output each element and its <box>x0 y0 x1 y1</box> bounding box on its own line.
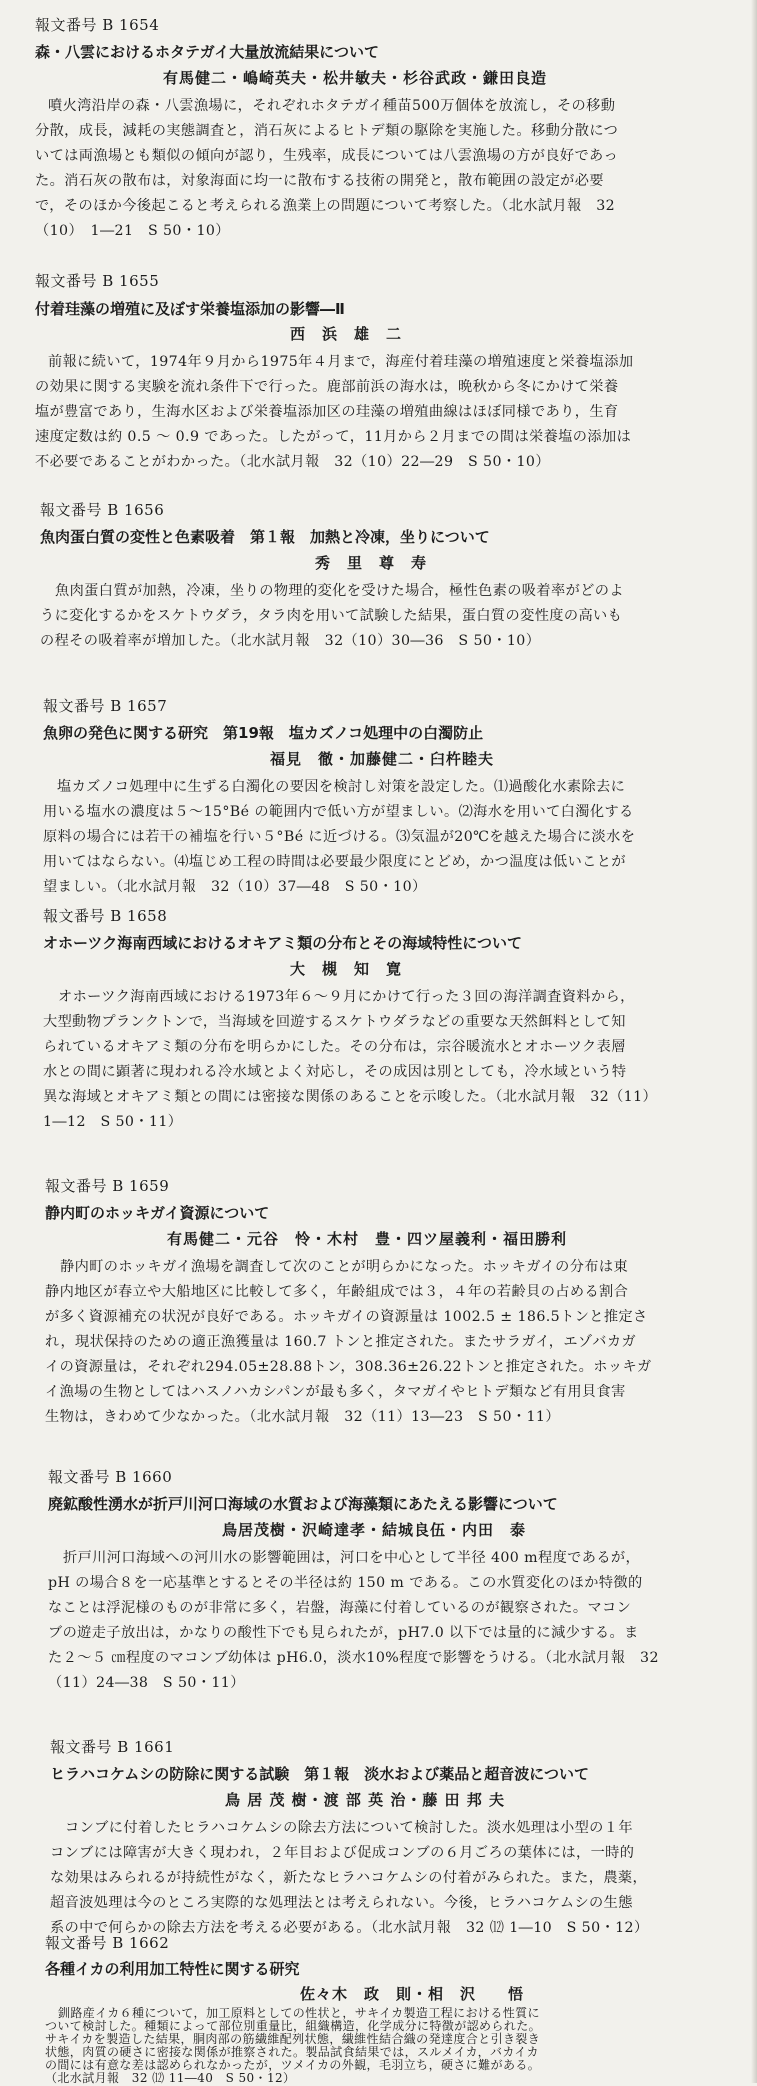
abstract-line: オホーツク海南西域における1973年６～９月にかけて行った３回の海洋調査資料から， <box>58 989 635 1005</box>
abstract-line: 塩が豊富であり，生海水区および栄養塩添加区の珪藻の増殖曲線はほぼ同様であり，生育 <box>35 404 619 420</box>
abstract-line: 用いる塩水の濃度は５～15°Bé の範囲内で低い方が望ましい。⑵海水を用いて白濁化する <box>43 804 634 820</box>
abstract-line: 釧路産イカ６種について，加工原料としての性状と，サキイカ製造工程における性質に <box>58 2006 540 2020</box>
abstract-line: の程その吸着率が増加した。（北水試月報 32（10）30―36 S 50・10） <box>40 633 541 649</box>
abstract-line: コンブには障害が大きく現われ，２年目および促成コンブの６月ごろの葉体には，一時的 <box>50 1845 635 1861</box>
abstract-line: うに変化するかをスケトウダラ，タラ肉を用いて試験した結果，蛋白質の変性度の高いも <box>40 608 623 624</box>
report-authors: 秀 里 尊 寿 <box>315 554 428 572</box>
abstract-line: 原料の場合には若干の補塩を行い５°Bé に近づける。⑶気温が20℃を越えた場合に淡水を <box>43 829 636 845</box>
abstract-line: な効果はみられるが持続性がなく，新たなヒラハコケムシの付着がみられた。また，農薬， <box>50 1870 648 1886</box>
abstract-line: た。消石灰の散布は，対象海面に均一に散布する技術の開発と，散布範囲の設定が必要 <box>35 173 604 189</box>
abstract-line: 大型動物プランクトンで，当海域を回遊するスケトウダラなどの重要な天然餌料として知 <box>43 1014 626 1030</box>
report-authors: 福見 徹・加藤健二・臼杵睦夫 <box>270 750 495 768</box>
abstract-line: が多く資源補充の状況が良好である。ホッキガイの資源量は 1002.5 ± 186.5トンと推定さ <box>45 1309 648 1325</box>
report-title: 森・八雲におけるホタテガイ大量放流結果について <box>35 43 379 61</box>
report-number: 報文番号 B 1662 <box>45 1934 170 1952</box>
abstract-line: 速度定数は約 0.5 ～ 0.9 であった。したがって，11月から２月までの間は栄養塩の添加は <box>35 429 632 445</box>
report-authors: 有馬健二・嶋崎英夫・松井敏夫・杉谷武政・鎌田良造 <box>163 69 548 87</box>
abstract-line: いては両漁場とも類似の傾向が認り，生残率，成長については八雲漁場の方が良好であっ <box>35 148 619 164</box>
abstract-line: 系の中で何らかの除去方法を考える必要がある。（北水試月報 32 ⑿ 1―10 S 50・12） <box>50 1920 649 1936</box>
report-title: 魚肉蛋白質の変性と色素吸着 第１報 加熱と冷凍，坐りについて <box>40 528 490 546</box>
report-number: 報文番号 B 1660 <box>48 1468 173 1486</box>
report-authors: 大 槻 知 寛 <box>290 960 403 978</box>
abstract-line: サキイカを製造した結果，胴肉部の筋繊維配列状態，繊維性結合織の発達度合と引き裂き <box>45 2032 541 2046</box>
abstract-line: イ漁場の生物としてはハスノハカシパンが最も多く，タマガイやヒトデ類など有用貝食害 <box>45 1384 626 1400</box>
abstract-line: 水との間に顕著に現われる冷水域とよく対応し，その成因は別としても，冷水域という特 <box>43 1064 627 1080</box>
report-authors: 鳥居茂樹・沢崎達孝・結城良伍・内田 泰 <box>222 1521 527 1539</box>
abstract-line: 静内地区が春立や大船地区に比較して多く，年齢組成では３，４年の若齢貝の占める割合 <box>45 1284 629 1300</box>
abstract-line: ついて検討した。種類によって部位別重量比，組織構造，化学成分に特徴が認められた。 <box>45 2019 542 2033</box>
abstract-line: の間には有意な差は認められなかったが，ツメイカの外観，毛羽立ち，硬さに難がある。 <box>45 2058 541 2072</box>
abstract-line: pH の場合８を一応基準とするとその半径は約 150 m である。この水質変化のほか特徴的 <box>48 1575 643 1591</box>
abstract-line: イの資源量は，それぞれ294.05±28.88トン，308.36±26.22トンと推定された。ホッキガ <box>45 1359 652 1375</box>
abstract-line: 静内町のホッキガイ漁場を調査して次のことが明らかになった。ホッキガイの分布は東 <box>60 1259 629 1275</box>
report-authors: 鳥 居 茂 樹・渡 部 英 治・藤 田 邦 夫 <box>225 1791 506 1809</box>
abstract-line: 超音波処理は今のところ実際的な処理法とは考えられない。今後，ヒラハコケムシの生態 <box>50 1895 633 1911</box>
report-title: 廃鉱酸性湧水が折戸川河口海域の水質および海藻類にあたえる影響について <box>48 1495 558 1513</box>
report-title: 付着珪藻の増殖に及ぼす栄養塩添加の影響―Ⅱ <box>35 300 345 318</box>
report-title: 静内町のホッキガイ資源について <box>45 1204 270 1222</box>
report-number: 報文番号 B 1656 <box>40 501 165 519</box>
report-number: 報文番号 B 1661 <box>50 1738 175 1756</box>
abstract-line: （11）24―38 S 50・11） <box>48 1675 245 1691</box>
abstract-line: 異な海域とオキアミ類との間には密接な関係のあることを示唆した。（北水試月報 32（11） <box>43 1089 658 1105</box>
report-number: 報文番号 B 1654 <box>35 16 160 34</box>
abstract-line: の効果に関する実験を流れ条件下で行った。鹿部前浜の海水は，晩秋から冬にかけて栄養 <box>35 379 619 395</box>
abstract-line: 折戸川河口海域への河川水の影響範囲は，河口を中心として半径 400 m程度であるが， <box>63 1550 641 1566</box>
abstract-line: で，そのほか今後起こると考えられる漁業上の問題について考察した。（北水試月報 32 <box>35 198 616 214</box>
report-number: 報文番号 B 1658 <box>43 907 168 925</box>
abstract-line: られているオキアミ類の分布を明らかにした。その分布は，宗谷暖流水とオホーツク表層 <box>43 1039 626 1055</box>
report-authors: 西 浜 雄 二 <box>290 325 403 343</box>
abstract-line: 魚肉蛋白質が加熱，冷凍，坐りの物理的変化を受けた場合，極性色素の吸着率がどのよ <box>55 583 624 599</box>
abstract-line: 分散，成長，減耗の実態調査と，消石灰によるヒトデ類の駆除を実施した。移動分散につ <box>35 123 619 139</box>
abstract-line: 生物は，きわめて少なかった。（北水試月報 32（11）13―23 S 50・11） <box>45 1409 560 1425</box>
abstract-line: 望ましい。（北水試月報 32（10）37―48 S 50・10） <box>43 879 427 895</box>
abstract-line: （北水試月報 32 ⑿ 11―40 S 50・12） <box>45 2071 296 2085</box>
abstract-line: なことは浮泥様のものが非常に多く，岩盤，海藻に付着しているのが観察された。マコン <box>48 1600 632 1616</box>
abstract-line: ブの遊走子放出は，かなりの酸性下でも見られたが，pH7.0 以下では量的に減少する。ま <box>48 1625 639 1641</box>
report-authors: 佐々木 政 則・相 沢 悟 <box>300 1985 525 2003</box>
report-number: 報文番号 B 1657 <box>43 697 168 715</box>
report-title: ヒラハコケムシの防除に関する試験 第１報 淡水および薬品と超音波について <box>50 1765 589 1783</box>
abstract-line: （10） 1―21 S 50・10） <box>35 223 230 239</box>
abstract-line: れ，現状保持のための適正漁獲量は 160.7 トンと推定された。またサラガイ，エゾバカガ <box>45 1334 637 1350</box>
abstract-line: コンブに付着したヒラハコケムシの除去方法について検討した。淡水処理は小型の１年 <box>65 1820 633 1836</box>
page-edge-shadow <box>751 0 757 2083</box>
abstract-line: 塩カズノコ処理中に生ずる白濁化の要因を検討し対策を設定した。⑴過酸化水素除去に <box>57 779 626 795</box>
abstract-line: 不必要であることがわかった。（北水試月報 32（10）22―29 S 50・10） <box>35 454 550 470</box>
report-title: 魚卵の発色に関する研究 第19報 塩カズノコ処理中の白濁防止 <box>43 724 484 742</box>
report-number: 報文番号 B 1659 <box>45 1177 170 1195</box>
abstract-line: 1―12 S 50・11） <box>43 1114 183 1130</box>
abstract-line: た２～５ ㎝程度のマコンブ幼体は pH6.0，淡水10%程度で影響をうける。（北水試月報 32 <box>48 1650 659 1666</box>
report-title: 各種イカの利用加工特性に関する研究 <box>45 1960 300 1978</box>
abstract-line: 用いてはならない。⑷塩じめ工程の時間は必要最少限度にとどめ，かつ温度は低いことが <box>43 854 626 870</box>
abstract-line: 前報に続いて，1974年９月から1975年４月まで，海産付着珪藻の増殖速度と栄養塩添加 <box>48 354 634 370</box>
abstract-line: 状態，肉質の硬さに密接な関係が推察された。製品試食結果では，スルメイカ，バカイカ <box>45 2045 539 2059</box>
report-authors: 有馬健二・元谷 怜・木村 豊・四ツ屋義利・福田勝利 <box>167 1230 568 1248</box>
report-number: 報文番号 B 1655 <box>35 272 160 290</box>
report-title: オホーツク海南西域におけるオキアミ類の分布とその海域特性について <box>43 934 522 952</box>
abstract-line: 噴火湾沿岸の森・八雲漁場に，それぞれホタテガイ種苗500万個体を放流し，その移動 <box>48 98 616 114</box>
